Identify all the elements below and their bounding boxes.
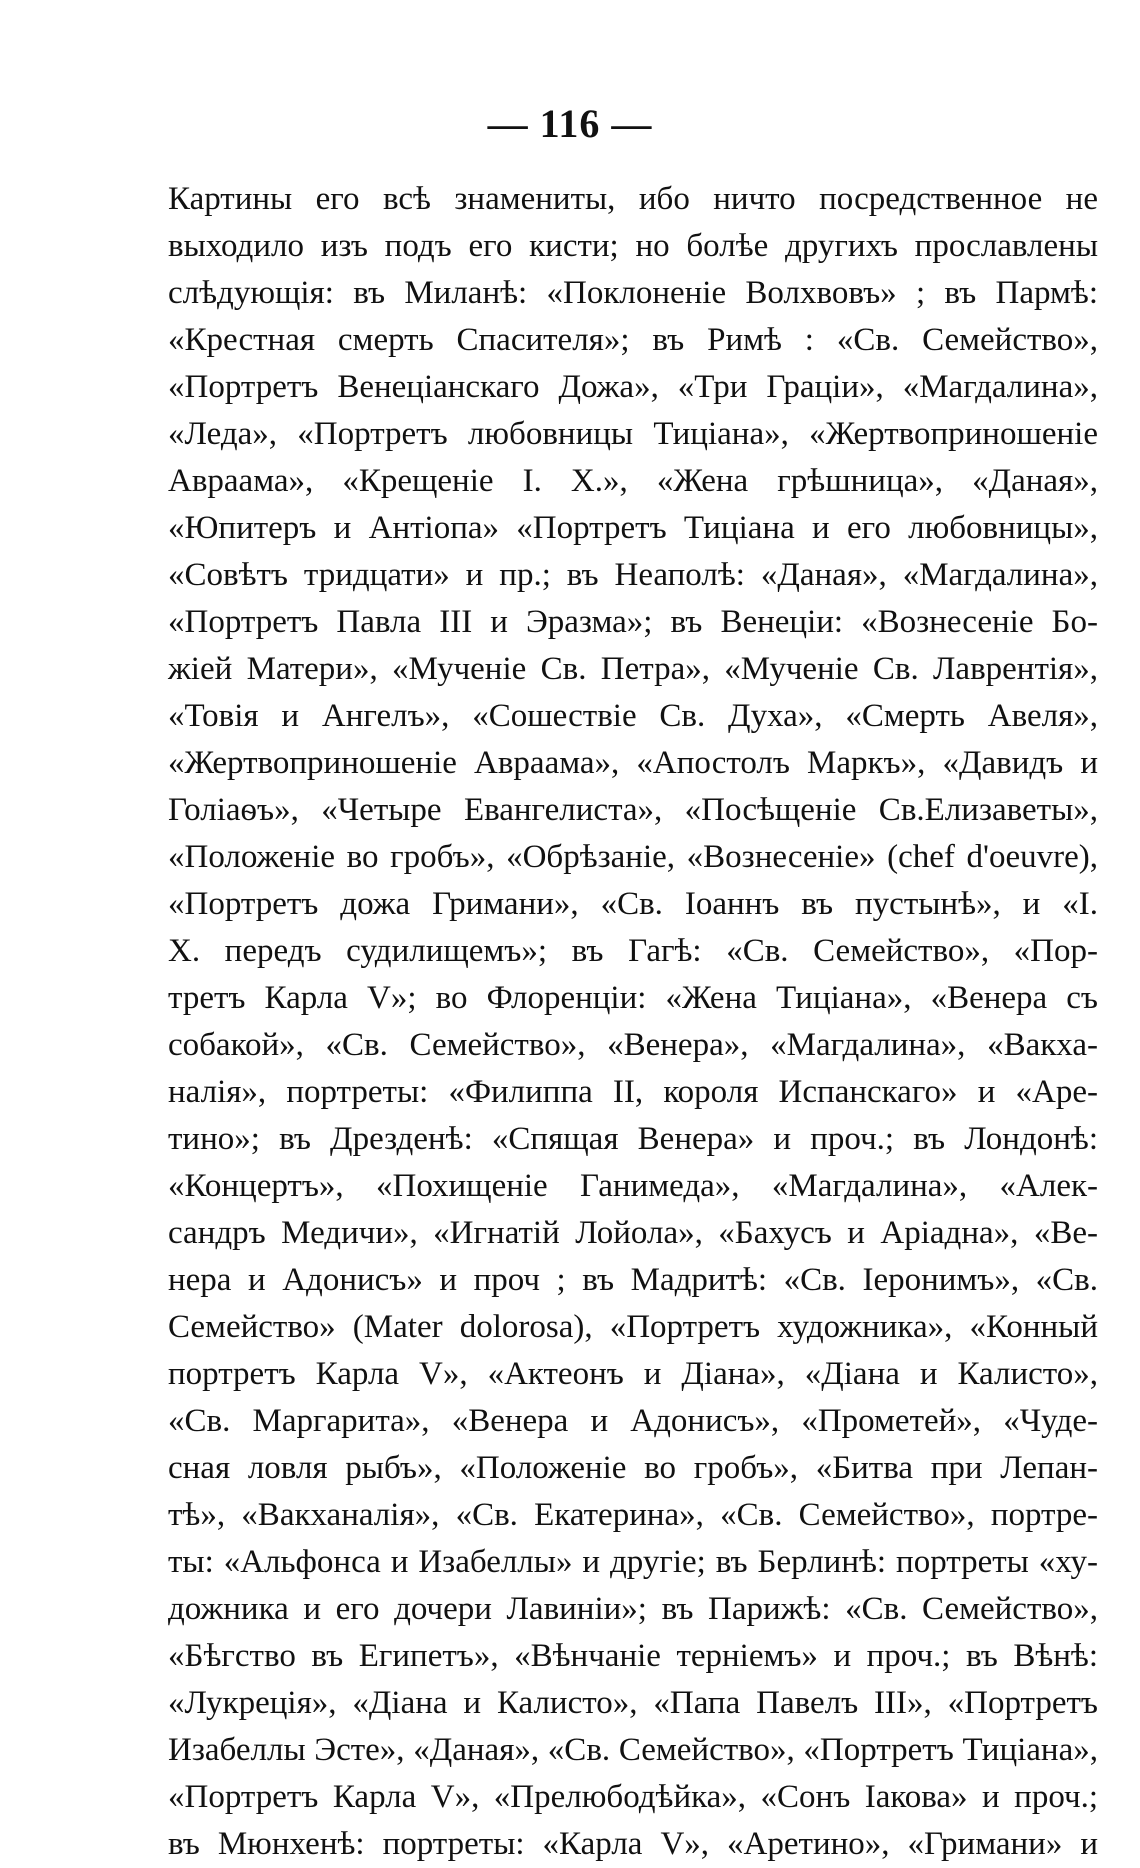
text-line: «Жертвоприношеніе Авраама», «Апостолъ Маркъ», «Давидъ и xyxy=(168,745,1098,781)
text-line: «Положеніе во гробъ», «Обрѣзаніе, «Вознесеніе» (chef d'oeuvre), xyxy=(168,839,1098,875)
text-line: Изабеллы Эсте», «Даная», «Св. Семейство», «Портретъ Тиціана», xyxy=(168,1732,1098,1768)
text-line: «Концертъ», «Похищеніе Ганимеда», «Магдалина», «Алек- xyxy=(168,1168,1098,1204)
text-line: собакой», «Св. Семейство», «Венера», «Магдалина», «Вакха- xyxy=(168,1027,1098,1063)
text-line: тѣ», «Вакханалія», «Св. Екатерина», «Св. Семейство», портре- xyxy=(168,1497,1098,1533)
text-line: портретъ Карла V», «Актеонъ и Діана», «Діана и Калисто», xyxy=(168,1356,1098,1392)
text-line: дожника и его дочери Лавиніи»; въ Парижѣ: «Св. Семейство», xyxy=(168,1591,1098,1627)
text-line: «Портретъ дожа Гримани», «Св. Іоаннъ въ пустынѣ», и «I. xyxy=(168,886,1098,922)
text-line: «Портретъ Карла V», «Прелюбодѣйка», «Сонъ Іакова» и проч.; xyxy=(168,1779,1098,1815)
text-line: «Св. Маргарита», «Венера и Адонисъ», «Прометей», «Чуде- xyxy=(168,1403,1098,1439)
text-line: слѣдующія: въ Миланѣ: «Поклоненіе Волхвовъ» ; въ Пармѣ: xyxy=(168,275,1098,311)
text-line: нера и Адонисъ» и проч ; въ Мадритѣ: «Св. Іеронимъ», «Св. xyxy=(168,1262,1098,1298)
text-line: налія», портреты: «Филиппа II, короля Испанскаго» и «Аре- xyxy=(168,1074,1098,1110)
text-line: Голіаѳъ», «Четыре Евангелиста», «Посѣщеніе Св.Елизаветы», xyxy=(168,792,1098,828)
text-line: Авраама», «Крещеніе I. X.», «Жена грѣшница», «Даная», xyxy=(168,463,1098,499)
text-line: выходило изъ подъ его кисти; но болѣе другихъ прославлены xyxy=(168,228,1098,264)
text-line: «Товія и Ангелъ», «Сошествіе Св. Духа», «Смерть Авеля», xyxy=(168,698,1098,734)
text-line: ты: «Альфонса и Изабеллы» и другіе; въ Берлинѣ: портреты «ху- xyxy=(168,1544,1098,1580)
text-line: «Портретъ Павла III и Эразма»; въ Венеціи: «Вознесеніе Бо- xyxy=(168,604,1098,640)
text-line: третъ Карла V»; во Флоренціи: «Жена Тиціана», «Венера съ xyxy=(168,980,1098,1016)
text-line: «Бѣгство въ Египетъ», «Вѣнчаніе терніемъ» и проч.; въ Вѣнѣ: xyxy=(168,1638,1098,1674)
text-line: «Крестная смерть Спасителя»; въ Римѣ : «Св. Семейство», xyxy=(168,322,1098,358)
text-line: «Леда», «Портретъ любовницы Тиціана», «Жертвоприношеніе xyxy=(168,416,1098,452)
text-line: X. передъ судилищемъ»; въ Гагѣ: «Св. Семейство», «Пор- xyxy=(168,933,1098,969)
body-text xyxy=(168,176,1098,1868)
text-line: тино»; въ Дрезденѣ: «Спящая Венера» и проч.; въ Лондонѣ: xyxy=(168,1121,1098,1157)
text-line: «Совѣтъ тридцати» и пр.; въ Неаполѣ: «Даная», «Магдалина», xyxy=(168,557,1098,593)
text-line: «Портретъ Венеціанскаго Дожа», «Три Граціи», «Магдалина», xyxy=(168,369,1098,405)
text-line: «Лукреція», «Діана и Калисто», «Папа Павелъ III», «Портретъ xyxy=(168,1685,1098,1721)
text-line: «Юпитеръ и Антіопа» «Портретъ Тиціана и его любовницы», xyxy=(168,510,1098,546)
text-line: сная ловля рыбъ», «Положеніе во гробъ», «Битва при Лепан- xyxy=(168,1450,1098,1486)
text-line: сандръ Медичи», «Игнатій Лойола», «Бахусъ и Аріадна», «Ве- xyxy=(168,1215,1098,1251)
text-line: въ Мюнхенѣ: портреты: «Карла V», «Аретино», «Гримани» и xyxy=(168,1826,1098,1862)
page-number: — 116 — xyxy=(487,101,653,146)
text-line: Картины его всѣ знамениты, ибо ничто посредственное не xyxy=(168,181,1098,217)
text-line: жіей Матери», «Мученіе Св. Петра», «Мученіе Св. Лаврентія», xyxy=(168,651,1098,687)
text-line: Семейство» (Mater dolorosa), «Портретъ художника», «Конный xyxy=(168,1309,1098,1345)
